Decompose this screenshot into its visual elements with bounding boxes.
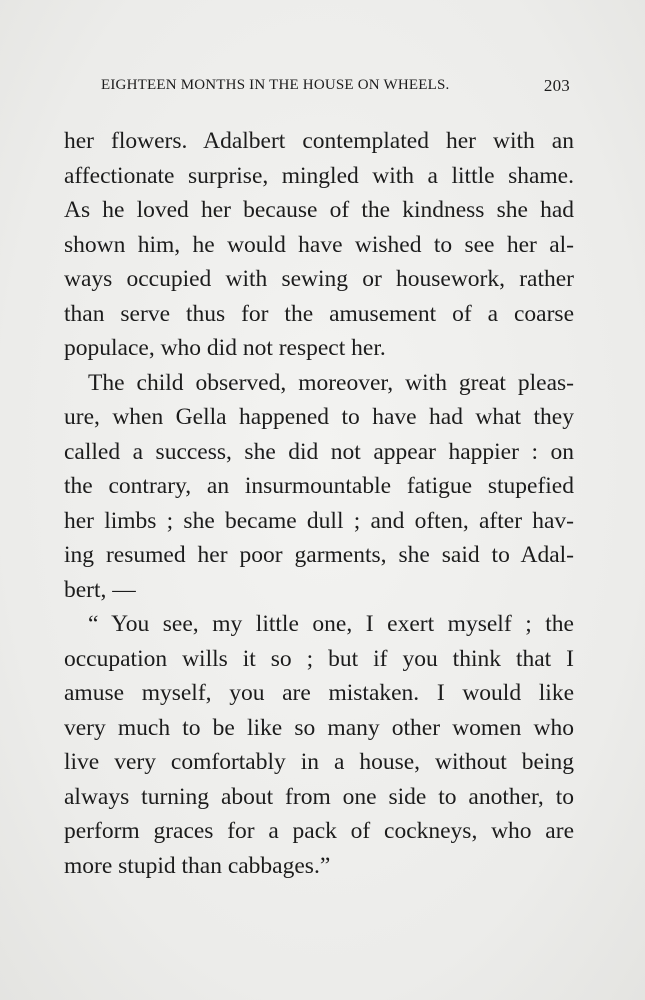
text-line: occupation wills it so ; but if you think that I	[64, 645, 574, 672]
text-line: The child observed, moreover, with great pleas-	[88, 369, 574, 396]
text-line: bert, —	[64, 576, 136, 603]
text-line: “ You see, my little one, I exert myself ; the	[88, 611, 574, 637]
text-line: ing resumed her poor garments, she said to Adal-	[64, 542, 574, 568]
text-line: her flowers. Adalbert contemplated her with an	[64, 128, 574, 154]
text-line: the contrary, an insurmountable fatigue stupefied	[64, 473, 574, 499]
running-head-title: EIGHTEEN MONTHS IN THE HOUSE ON WHEELS.	[101, 77, 450, 93]
text-line: live very comfortably in a house, without being	[64, 749, 574, 775]
text-line: her limbs ; she became dull ; and often, after hav-	[64, 507, 574, 534]
text-line: populace, who did not respect her.	[64, 335, 386, 361]
text-line: shown him, he would have wished to see her al-	[64, 231, 574, 258]
text-line: perform graces for a pack of cockneys, who are	[64, 818, 574, 844]
page-number: 203	[543, 76, 570, 95]
text-line: amuse myself, you are mistaken. I would like	[64, 680, 574, 706]
running-head	[101, 77, 570, 101]
text-line: ure, when Gella happened to have had what they	[64, 404, 574, 430]
text-line: ways occupied with sewing or housework, rather	[64, 266, 574, 292]
text-line: As he loved her because of the kindness she had	[64, 197, 574, 223]
text-line: always turning about from one side to another, to	[64, 783, 574, 810]
text-line: called a success, she did not appear happier : on	[64, 438, 574, 465]
text-line: more stupid than cabbages.”	[64, 852, 331, 879]
text-line: affectionate surprise, mingled with a little shame.	[64, 162, 574, 189]
body-text	[64, 124, 574, 883]
text-line: very much to be like so many other women who	[64, 714, 574, 741]
text-line: than serve thus for the amusement of a coarse	[64, 300, 574, 327]
